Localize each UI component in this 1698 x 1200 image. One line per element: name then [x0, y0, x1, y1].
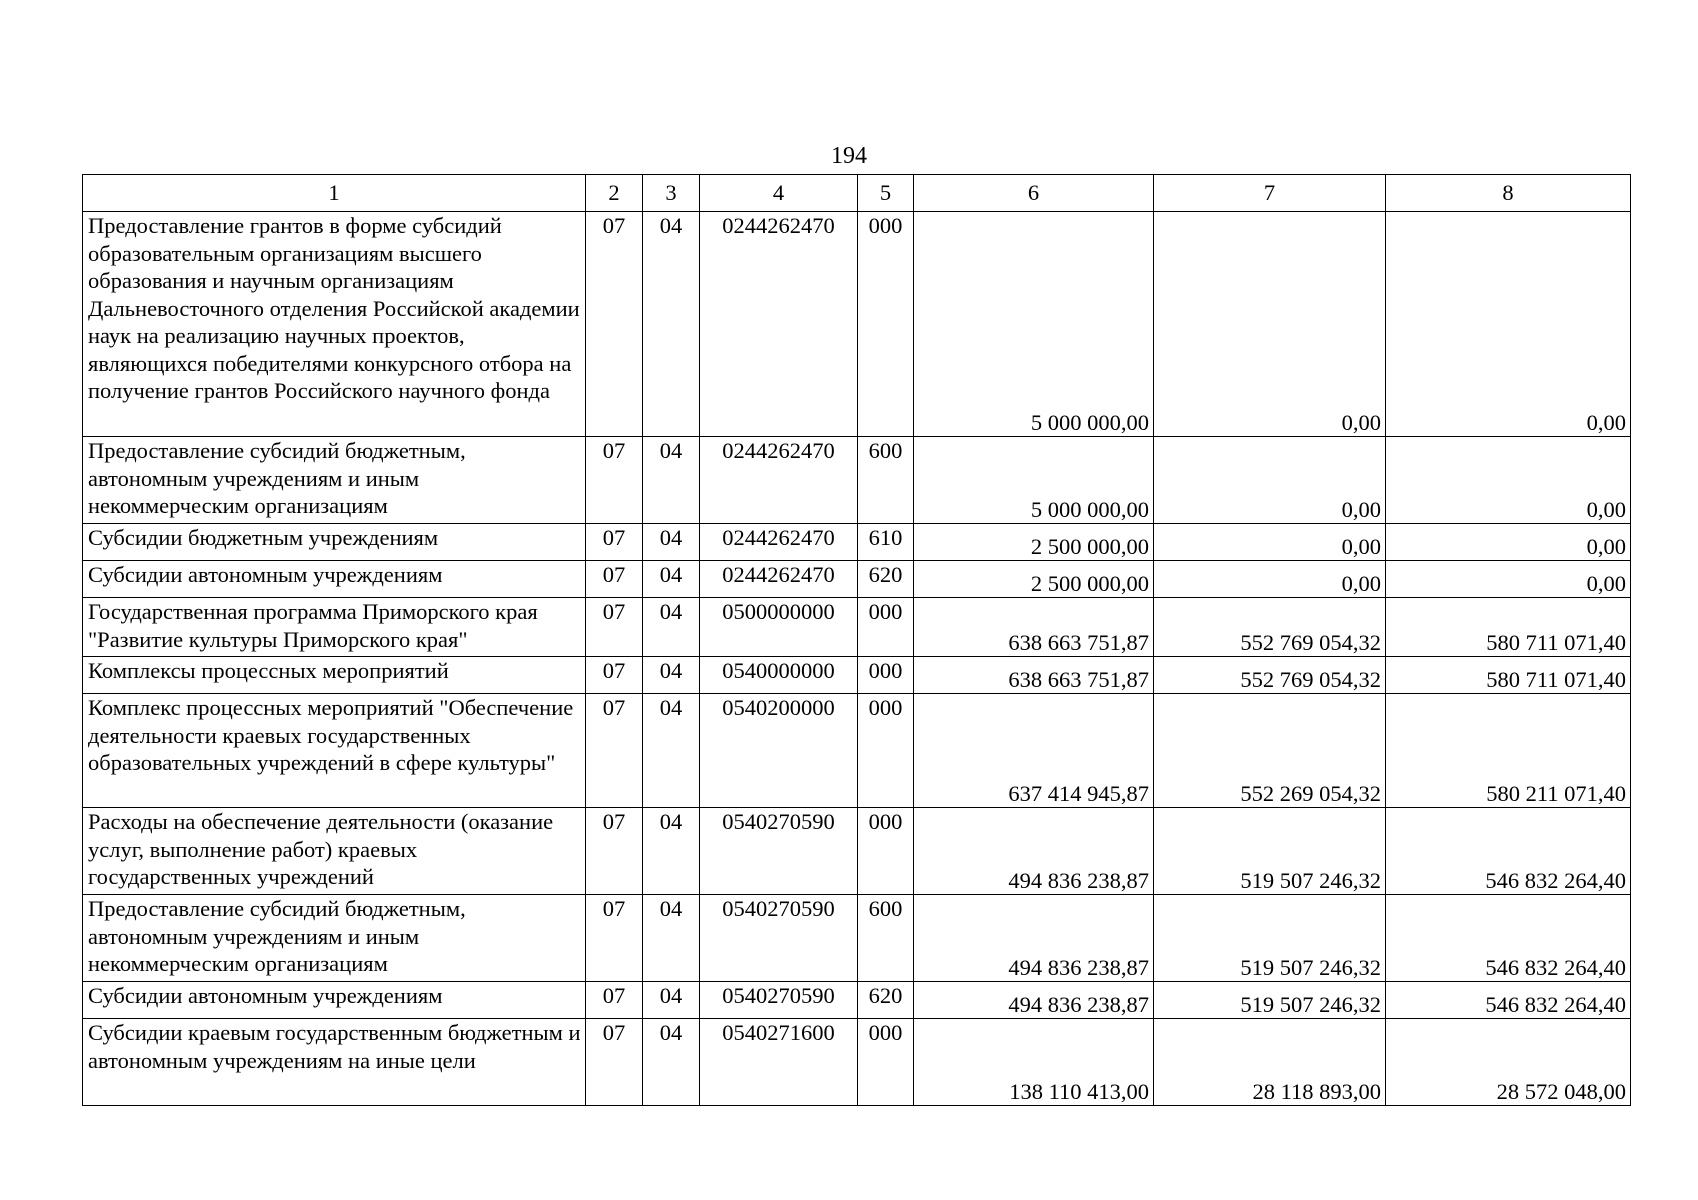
- subsection-code: 04: [643, 212, 700, 437]
- table-row: [83, 598, 1631, 657]
- section-code: 07: [586, 561, 643, 598]
- amount-col8: 0,00: [1386, 437, 1631, 524]
- header-cell: 1: [83, 175, 586, 212]
- amount-col7: 519 507 246,32: [1154, 982, 1386, 1019]
- amount-col6: 494 836 238,87: [914, 808, 1154, 895]
- table-row: [83, 982, 1631, 1019]
- row-name: Предоставление грантов в форме субсидий образовательным организациям высшего образования и научным организациям Дальневосточного отделения Российской академии наук на реализацию научных проектов, являющихся победителями конкурсного отбора на получение грантов Российского научного фонда: [83, 212, 586, 437]
- amount-col6: 494 836 238,87: [914, 982, 1154, 1019]
- header-cell: 7: [1154, 175, 1386, 212]
- row-name: Государственная программа Приморского края "Развитие культуры Приморского края": [83, 598, 586, 657]
- row-name: Предоставление субсидий бюджетным, автономным учреждениям и иным некоммерческим организациям: [83, 437, 586, 524]
- table-row: [83, 694, 1631, 808]
- amount-col6: 638 663 751,87: [914, 657, 1154, 694]
- expense-type-code: 000: [858, 808, 914, 895]
- subsection-code: 04: [643, 1019, 700, 1106]
- subsection-code: 04: [643, 524, 700, 561]
- amount-col8: 580 711 071,40: [1386, 657, 1631, 694]
- amount-col6: 494 836 238,87: [914, 895, 1154, 982]
- section-code: 07: [586, 895, 643, 982]
- target-article-code: 0540270590: [700, 808, 858, 895]
- table-row: [83, 657, 1631, 694]
- expense-type-code: 620: [858, 982, 914, 1019]
- amount-col8: 0,00: [1386, 212, 1631, 437]
- table-row: [83, 1019, 1631, 1106]
- target-article-code: 0244262470: [700, 212, 858, 437]
- amount-col7: 28 118 893,00: [1154, 1019, 1386, 1106]
- header-cell: 4: [700, 175, 858, 212]
- amount-col6: 638 663 751,87: [914, 598, 1154, 657]
- header-cell: 2: [586, 175, 643, 212]
- subsection-code: 04: [643, 895, 700, 982]
- header-row: [83, 175, 1631, 212]
- section-code: 07: [586, 437, 643, 524]
- row-name: Субсидии бюджетным учреждениям: [83, 524, 586, 561]
- section-code: 07: [586, 524, 643, 561]
- amount-col7: 552 769 054,32: [1154, 657, 1386, 694]
- target-article-code: 0500000000: [700, 598, 858, 657]
- row-name: Расходы на обеспечение деятельности (оказание услуг, выполнение работ) краевых государственных учреждений: [83, 808, 586, 895]
- target-article-code: 0244262470: [700, 561, 858, 598]
- header-cell: 5: [858, 175, 914, 212]
- amount-col8: 0,00: [1386, 561, 1631, 598]
- expense-type-code: 000: [858, 212, 914, 437]
- row-name: Субсидии автономным учреждениям: [83, 982, 586, 1019]
- target-article-code: 0540271600: [700, 1019, 858, 1106]
- row-name: Субсидии автономным учреждениям: [83, 561, 586, 598]
- subsection-code: 04: [643, 598, 700, 657]
- amount-col6: 2 500 000,00: [914, 524, 1154, 561]
- amount-col8: 0,00: [1386, 524, 1631, 561]
- amount-col6: 2 500 000,00: [914, 561, 1154, 598]
- row-name: Комплексы процессных мероприятий: [83, 657, 586, 694]
- header-cell: 3: [643, 175, 700, 212]
- amount-col8: 546 832 264,40: [1386, 982, 1631, 1019]
- header-cell: 8: [1386, 175, 1631, 212]
- expense-type-code: 610: [858, 524, 914, 561]
- amount-col8: 28 572 048,00: [1386, 1019, 1631, 1106]
- section-code: 07: [586, 657, 643, 694]
- budget-table: [82, 174, 1631, 1106]
- target-article-code: 0540000000: [700, 657, 858, 694]
- expense-type-code: 600: [858, 895, 914, 982]
- table-row: [83, 212, 1631, 437]
- expense-type-code: 000: [858, 657, 914, 694]
- amount-col6: 5 000 000,00: [914, 212, 1154, 437]
- table-row: [83, 524, 1631, 561]
- row-name: Субсидии краевым государственным бюджетным и автономным учреждениям на иные цели: [83, 1019, 586, 1106]
- amount-col8: 546 832 264,40: [1386, 808, 1631, 895]
- section-code: 07: [586, 982, 643, 1019]
- amount-col8: 580 711 071,40: [1386, 598, 1631, 657]
- subsection-code: 04: [643, 808, 700, 895]
- amount-col7: 0,00: [1154, 524, 1386, 561]
- section-code: 07: [586, 694, 643, 808]
- subsection-code: 04: [643, 694, 700, 808]
- amount-col8: 546 832 264,40: [1386, 895, 1631, 982]
- header-cell: 6: [914, 175, 1154, 212]
- expense-type-code: 600: [858, 437, 914, 524]
- table-row: [83, 561, 1631, 598]
- expense-type-code: 000: [858, 694, 914, 808]
- subsection-code: 04: [643, 437, 700, 524]
- subsection-code: 04: [643, 561, 700, 598]
- amount-col7: 0,00: [1154, 212, 1386, 437]
- amount-col7: 552 769 054,32: [1154, 598, 1386, 657]
- amount-col8: 580 211 071,40: [1386, 694, 1631, 808]
- amount-col6: 637 414 945,87: [914, 694, 1154, 808]
- expense-type-code: 000: [858, 1019, 914, 1106]
- page-number: 194: [831, 143, 867, 169]
- section-code: 07: [586, 212, 643, 437]
- table-row: [83, 895, 1631, 982]
- expense-type-code: 000: [858, 598, 914, 657]
- amount-col6: 5 000 000,00: [914, 437, 1154, 524]
- subsection-code: 04: [643, 982, 700, 1019]
- amount-col7: 552 269 054,32: [1154, 694, 1386, 808]
- row-name: Комплекс процессных мероприятий "Обеспечение деятельности краевых государственных образовательных учреждений в сфере культуры": [83, 694, 586, 808]
- row-name: Предоставление субсидий бюджетным, автономным учреждениям и иным некоммерческим организациям: [83, 895, 586, 982]
- expense-type-code: 620: [858, 561, 914, 598]
- amount-col7: 519 507 246,32: [1154, 808, 1386, 895]
- target-article-code: 0540270590: [700, 982, 858, 1019]
- target-article-code: 0540200000: [700, 694, 858, 808]
- section-code: 07: [586, 808, 643, 895]
- table-row: [83, 808, 1631, 895]
- section-code: 07: [586, 1019, 643, 1106]
- target-article-code: 0244262470: [700, 524, 858, 561]
- amount-col7: 519 507 246,32: [1154, 895, 1386, 982]
- amount-col7: 0,00: [1154, 561, 1386, 598]
- subsection-code: 04: [643, 657, 700, 694]
- amount-col6: 138 110 413,00: [914, 1019, 1154, 1106]
- amount-col7: 0,00: [1154, 437, 1386, 524]
- target-article-code: 0540270590: [700, 895, 858, 982]
- section-code: 07: [586, 598, 643, 657]
- table-row: [83, 437, 1631, 524]
- target-article-code: 0244262470: [700, 437, 858, 524]
